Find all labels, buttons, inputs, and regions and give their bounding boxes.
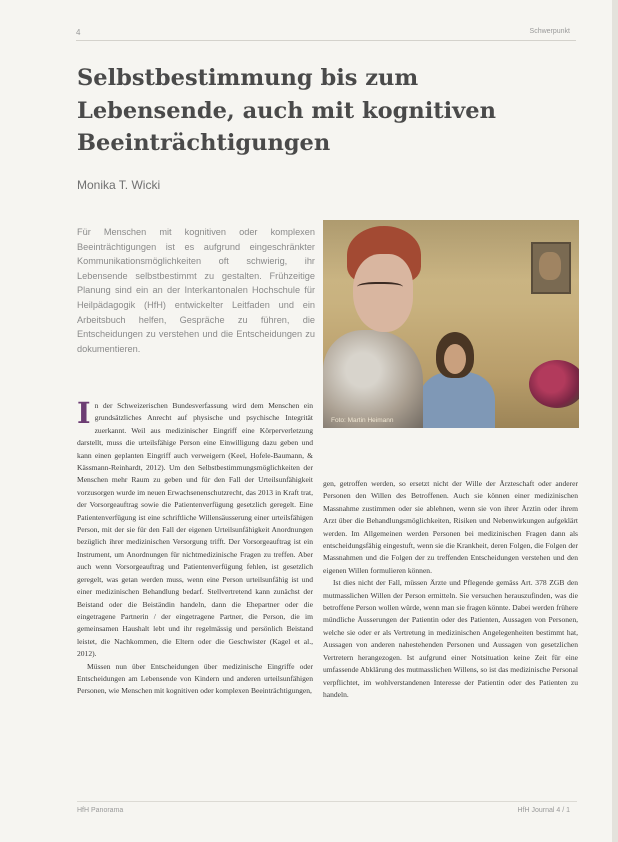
article-lead: Für Menschen mit kognitiven oder komplexen Beeinträchtigungen ist es aufgrund eingeschränkter Kommunikationsmöglichkeiten oft schwierig, ihr Lebensende selbstbestimmt zu gestalten. Frühzeitige Planung sind ein an der Interkantonalen Hochschule für Heilpädagogik (HfH) entwickelter Leitfaden und ein Arbeitsbuch helfen, Gespräche zu führen, die Entscheidungen zu verstehen und die Entscheidungen zu dokumentieren. <box>77 227 315 354</box>
article-author: Monika T. Wicki <box>77 178 161 192</box>
article-photo <box>323 220 579 428</box>
footer-rule <box>77 801 577 802</box>
body-paragraph: Müssen nun über Entscheidungen über medizinische Eingriffe oder Entscheidungen am Lebensende von Kindern und anderen urteilsunfähigen Personen, wie Menschen mit kognitiven oder komplexen Beeinträchtigungen, <box>77 661 313 696</box>
photo-plant <box>529 360 579 408</box>
photo-person-background-face <box>444 344 466 374</box>
body-paragraph: gen, getroffen werden, so ersetzt nicht der Wille der Ärzteschaft oder anderer Personen den Willen des Betroffenen. Auch sie können einer medizinischen Massnahme zustimmen oder sie ablehnen, wenn sie von ihrer Ärztin oder ihrem Arzt über die Behandlungsmöglichkeiten, Risiken und Nebenwirkungen aufgeklärt werden. Im Allgemeinen werden Personen bei medizinischen Fragen dann als entscheidungsfähig eingestuft, wenn sie die Krankheit, deren Folgen, die Folgen der Massnahmen und die Folgen der zu treffenden Entscheidungen verstehen und den eigenen Willen formulieren können. <box>323 479 578 575</box>
article-title: Selbstbestimmung bis zum Lebensende, auch mit kognitiven Beeinträchtigungen <box>77 65 496 156</box>
body-column-right <box>323 478 578 800</box>
body-column-left <box>77 400 313 800</box>
footer-right: HfH Journal 4 / 1 <box>517 807 570 814</box>
header-rule <box>76 40 576 41</box>
photo-person-foreground-body <box>323 330 423 428</box>
page-number: 4 <box>76 28 81 37</box>
body-paragraph: Ist dies nicht der Fall, müssen Ärzte und Pflegende gemäss Art. 378 ZGB den mutmasslichen Willen der Person ermitteln. Sie versuchen herauszufinden, was die betroffene Person wollen würde, wenn man sie fragen könnte. Dabei werden frühere mündliche Äusserungen der Patientin oder des Patienten, Aussagen von Personen, welche sie oder er als Vertretung in medizinischen Angelegenheiten bestimmt hat, Aussagen von anderen nahestehenden Personen und Aussagen von gesetzlichen Vertretern herangezogen. Ist aufgrund einer Notsituation keine Zeit für eine umfassende Abklärung des mutmasslichen Willens, so ist das medizinische Personal verpflichtet, im wohlverstandenen Interesse der Patientin oder des Patienten zu handeln. <box>323 578 578 699</box>
photo-person-background-body <box>419 372 495 428</box>
photo-glasses <box>357 282 403 294</box>
drop-cap: I <box>77 400 91 430</box>
photo-caption: Foto: Martin Heimann <box>331 417 394 424</box>
photo-wall-picture <box>531 242 571 294</box>
body-text: n der Schweizerischen Bundesverfassung wird dem Menschen ein grundsätzliches Anrecht auf physische und psychische Integrität zuerkannt. Weil aus medizinischer Eingriff eine Körperverletzung darstellt, muss die urteilsfähige Person eine Einwilligung dazu geben und kann einen geplanten Eingriff auch verweigern (Keel, Hofele-Baumann, & Kässmann-Reinhardt, 2012). Um den Selbstbestimmungsmöglichkeiten der Menschen mehr Raum zu geben und für den Fall der Urteilsunfähigkeit vorzusorgen wurde im neuen Erwachsenenschutzrecht, das 2013 in Kraft trat, der Vorsorgeauftrag sowie die Patientenverfügung gesetzlich geregelt. Eine Patientenverfügung ist eine schriftliche Willensäusserung einer urteilsfähigen Person, mit der sie für den Fall der eigenen Urteilsunfähigkeit Anordnungen bezüglich ihrer medizinischen Versorgung trifft. Der Vorsorgeauftrag ist ein Instrument, um Anordnungen für nichtmedizinische Fragen zu treffen. Aber auch wenn Vorsorgeauftrag und Patientenverfügung fehlen, ist gesetzlich geregelt, was getan werden muss, wenn eine Person urteilsunfähig ist und einer medizinischen Behandlung bedarf. Stellvertretend kann zunächst der Beistand oder die Beiständin handeln, dann die Ehepartner oder die eingetragene Partnerin / der eingetragene Partner, die Person, die im gemeinsamen Haushalt lebt und ihr regelmässig und persönlich Beistand leistet, die Nachkommen, die Eltern oder die Geschwister (Kagel et al., 2012). <box>77 401 313 659</box>
section-label: Schwerpunkt <box>529 28 570 35</box>
body-paragraph <box>77 400 313 661</box>
footer-left: HfH Panorama <box>77 807 124 814</box>
